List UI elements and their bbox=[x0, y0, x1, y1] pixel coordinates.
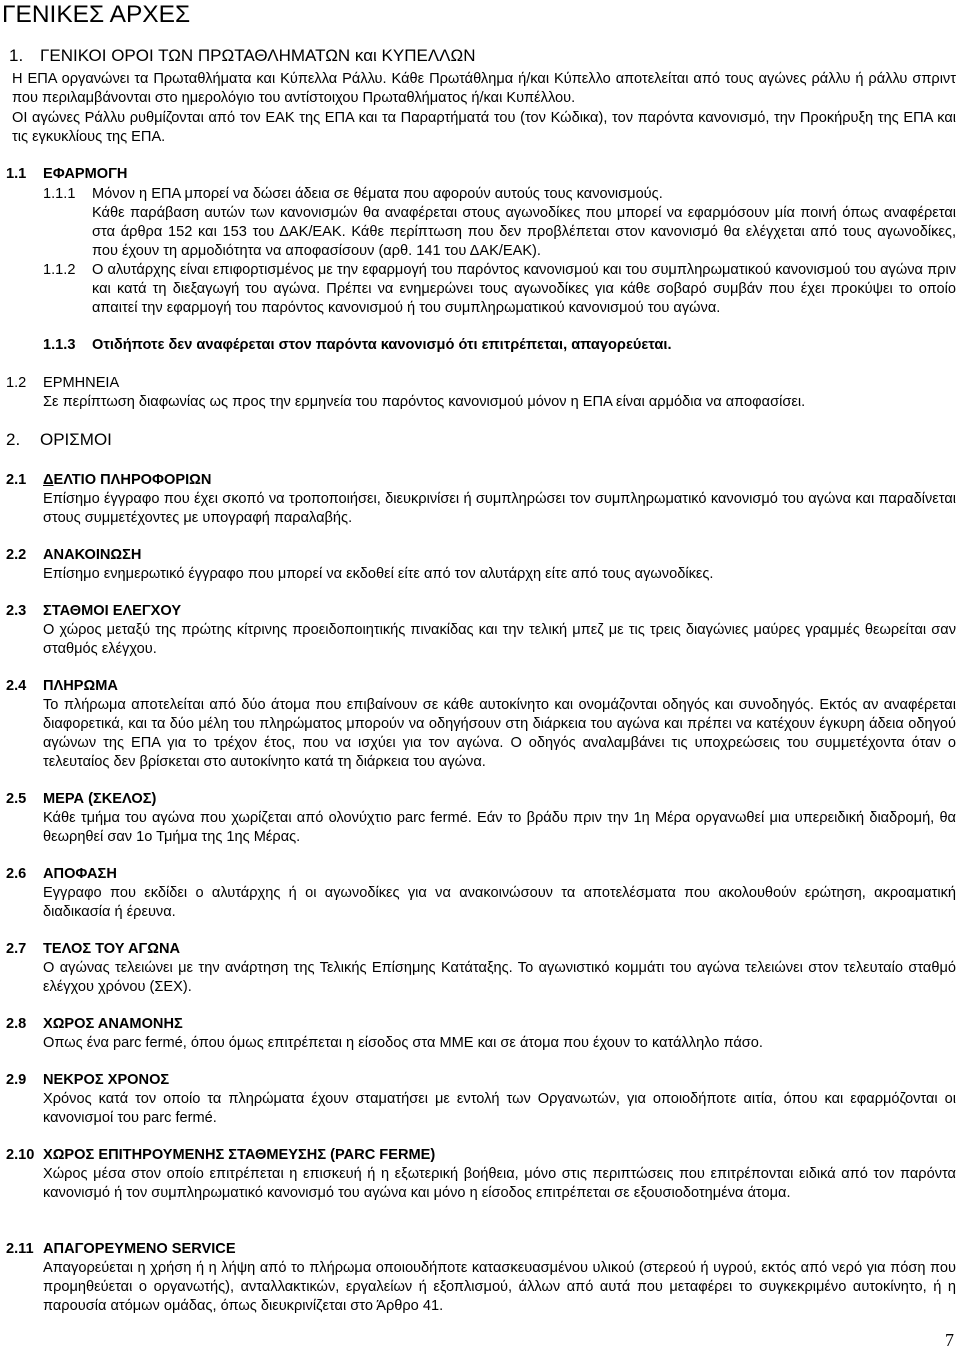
definition-number: 2.1 bbox=[6, 472, 27, 488]
definition-2-3-heading bbox=[6, 602, 181, 621]
definition-number: 2.8 bbox=[6, 1016, 27, 1032]
item-1-1-3 bbox=[43, 336, 956, 355]
definition-2-11-heading bbox=[6, 1240, 236, 1259]
item-text: Κάθε παράβαση αυτών των κανονισμών θα αναφέρεται στους αγωνοδίκες που μπορεί να εφαρμόσουν μία ποινή όπως αναφέρεται στα άρθρα 152 και 153 του ΔΑΚ/ΕΑΚ. Κάθε περίπτωση που δεν προβλέπεται στον κανονισμό θα ελέγχεται από τους αγωνοδίκες, που έχουν τη αρμοδιότητα να αποφασίσουν (αρθ. 141 του ΔΑΚ/ΕΑΚ). bbox=[92, 205, 956, 259]
definition-title: ΑΝΑΚΟΙΝΩΣΗ bbox=[43, 547, 142, 563]
subsection-number: 1.1 bbox=[6, 166, 27, 182]
definition-2-7-heading bbox=[6, 940, 180, 959]
section-number: 2. bbox=[6, 430, 21, 449]
definition-title: ΑΠΑΓΟΡΕΥΜΕΝΟ SERVICE bbox=[43, 1241, 236, 1257]
definition-number: 2.6 bbox=[6, 866, 27, 882]
item-text: Οτιδήποτε δεν αναφέρεται στον παρόντα κανονισμό ότι επιτρέπεται, απαγορεύεται. bbox=[92, 337, 672, 353]
section-title: ΓΕΝΙΚΟΙ ΟΡΟΙ ΤΩΝ ΠΡΩΤΑΘΛΗΜΑΤΩΝ και ΚΥΠΕΛΛΩΝ bbox=[40, 46, 476, 65]
section-1-paragraph-2: ΟΙ αγώνες Ράλλυ ρυθμίζονται από τον ΕΑΚ της ΕΠΑ και τα Παραρτήματά του (τον Κώδικα), τον παρόντα κανονισμό, την Προκήρυξη της ΕΠΑ και τις εγκυκλίους της ΕΠΑ. bbox=[12, 110, 956, 145]
definition-2-3-text: Ο χώρος μεταξύ της πρώτης κίτρινης προειδοποιητικής πινακίδας και την τελική μπεζ με τις τρεις διαγώνιες μαύρες γραμμές θεωρείται σαν σταθμός ελέγχου. bbox=[43, 622, 956, 657]
item-text: Ο αλυτάρχης είναι επιφορτισμένος με την εφαρμογή του παρόντος κανονισμού και του συμπληρωματικού κανονισμού του αγώνα πριν και κατά τη διεξαγωγή του αγώνα. Πρέπει να ενημερώνει τους αγωνοδίκες για κάθε σοβαρό συμβάν που έχει προκύψει το οποίο απαιτεί την εφαρμογή του παρόντος κανονισμού ή του συμπληρωματικού κανονισμού του αγώνα. bbox=[92, 262, 956, 316]
definition-title: ΧΩΡΟΣ ΕΠΙΤΗΡΟΥΜΕΝΗΣ ΣΤΑΘΜΕΥΣΗΣ (PARC FERME) bbox=[43, 1147, 436, 1163]
subsection-1-2-text: Σε περίπτωση διαφωνίας ως προς την ερμηνεία του παρόντος κανονισμού μόνον η ΕΠΑ είναι αρμόδια να αποφασίσει. bbox=[43, 394, 806, 410]
subsection-title: ΕΡΜΗΝΕΙΑ bbox=[43, 375, 120, 391]
subsection-title: ΕΦΑΡΜΟΓΗ bbox=[43, 166, 128, 182]
definition-number: 2.3 bbox=[6, 603, 27, 619]
subsection-1-2-heading bbox=[6, 374, 119, 393]
definition-2-6-text: Εγγραφο που εκδίδει ο αλυτάρχης ή οι αγωνοδίκες για να ανακοινώσουν τα αποτελέσματα που ακολουθούν ερώτηση, ακροαματική διαδικασία ή έρευνα. bbox=[43, 885, 956, 920]
definition-number: 2.5 bbox=[6, 791, 27, 807]
subsection-number: 1.2 bbox=[6, 375, 27, 391]
definition-2-5-text: Κάθε τμήμα του αγώνα που χωρίζεται από ολονύχτιο parc fermé. Εάν το βράδυ πριν την 1η Μέρα οργανωθεί μια υπερειδική διαδρομή, θα θεωρηθεί σαν 1ο Τμήμα της 1ης Μέρας. bbox=[43, 810, 956, 845]
definition-2-11-text: Απαγορεύεται η χρήση ή η λήψη από το πλήρωμα οποιουδήποτε κατασκευασμένου υλικού (στερεού ή υγρού, εκτός από νερό για πόση που προμηθεύεται ο οργανωτής), ανταλλακτικών, εργαλείων ή εξοπλισμού, άλλων από αυτά που μεταφέρει το συγκεκριμένο αυτοκίνητο, ή η παρουσία ατόμων ομάδας, όπως διευκρινίζεται στο Άρθρο 41. bbox=[43, 1260, 956, 1314]
definition-2-10-heading bbox=[6, 1146, 435, 1165]
definition-2-9-heading bbox=[6, 1071, 169, 1090]
section-number: 1. bbox=[9, 46, 24, 65]
page-number: 7 bbox=[945, 1330, 954, 1350]
definition-title: ΤΕΛΟΣ ΤΟΥ ΑΓΩΝΑ bbox=[43, 941, 181, 957]
item-text: Μόνον η ΕΠΑ μπορεί να δώσει άδεια σε θέματα που αφορούν αυτούς τους κανονισμούς. bbox=[92, 186, 663, 202]
definition-2-8-heading bbox=[6, 1015, 183, 1034]
definition-number: 2.11 bbox=[6, 1241, 34, 1257]
definition-2-1-text: Επίσημο έγγραφο που έχει σκοπό να τροποποιήσει, διευκρινίσει ή συμπληρώσει τον συμπληρωματικό κανονισμό του αγώνα και παραδίνεται στους συμμετέχοντες με υπογραφή παραλαβής. bbox=[43, 491, 956, 526]
section-1-heading bbox=[9, 46, 476, 66]
item-1-1-1-continued bbox=[43, 204, 956, 261]
definition-title: ΕΛΤΙΟ ΠΛΗΡΟΦΟΡΙΩΝ bbox=[53, 472, 212, 488]
section-title: ΟΡΙΣΜΟΙ bbox=[40, 430, 112, 449]
definition-title: ΣΤΑΘΜΟΙ ΕΛΕΓΧΟΥ bbox=[43, 603, 182, 619]
definition-2-2-text: Επίσημο ενημερωτικό έγγραφο που μπορεί να εκδοθεί είτε από τον αλυτάρχη είτε από τους αγωνοδίκες. bbox=[43, 566, 714, 582]
item-number: 1.1.3 bbox=[43, 337, 76, 353]
definition-title: ΝΕΚΡΟΣ ΧΡΟΝΟΣ bbox=[43, 1072, 170, 1088]
definition-number: 2.2 bbox=[6, 547, 27, 563]
section-2-heading bbox=[6, 430, 112, 450]
definition-title: ΜΕΡΑ (ΣΚΕΛΟΣ) bbox=[43, 791, 157, 807]
definition-2-8-text: Οπως ένα parc fermé, όπου όμως επιτρέπεται η είσοδος στα ΜΜΕ και σε άτομα που έχουν το κατάλληλο πάσο. bbox=[43, 1035, 763, 1051]
definition-number: 2.4 bbox=[6, 678, 27, 694]
section-1-paragraph-1: Η ΕΠΑ οργανώνει τα Πρωταθλήματα και Κύπελλα Ράλλυ. Κάθε Πρωτάθλημα ή/και Κύπελλο αποτελείται από τους αγώνες ράλλυ ή ράλλυ σπριντ που περιλαμβάνονται στο ημερολόγιο του αντίστοιχου Πρωταθλήματος ή/και Κυπέλλου. bbox=[12, 71, 956, 106]
definition-2-9-text: Χρόνος κατά τον οποίο τα πληρώματα έχουν σταματήσει με εντολή των Οργανωτών, για οποιοδήποτε αιτία, όπου και εφαρμόζονται οι κανονισμοί του parc fermé. bbox=[43, 1091, 956, 1126]
subsection-1-1-heading bbox=[6, 165, 127, 184]
definition-2-10-text: Χώρος μέσα στον οποίο επιτρέπεται η επισκευή ή η εξωτερική βοήθεια, μόνο στις περιπτώσεις που επιτρέπονται ειδικά από τον παρόντα κανονισμό ή τον συμπληρωματικό κανονισμό του αγώνα και μόνο η είσοδος επιτρέπεται σε εξουσιοδοτημένα άτομα. bbox=[43, 1166, 956, 1201]
item-1-1-1 bbox=[43, 185, 956, 204]
definition-2-4-heading bbox=[6, 677, 118, 696]
item-1-1-2 bbox=[43, 261, 956, 318]
definition-2-1-heading bbox=[6, 471, 211, 490]
definition-2-6-heading bbox=[6, 865, 117, 884]
definition-2-7-text: Ο αγώνας τελειώνει με την ανάρτηση της Τελικής Επίσημης Κατάταξης. Το αγωνιστικό κομμάτι του αγώνα τελειώνει στον τελευταίο σταθμό ελέγχου χρόνου (ΣΕΧ). bbox=[43, 960, 956, 995]
definition-title: ΠΛΗΡΩΜΑ bbox=[43, 678, 118, 694]
definition-title-initial: Δ bbox=[43, 472, 54, 488]
item-number: 1.1.1 bbox=[43, 186, 76, 202]
definition-number: 2.10 bbox=[6, 1147, 35, 1163]
definition-2-2-heading bbox=[6, 546, 141, 565]
page-title: ΓΕΝΙΚΕΣ ΑΡΧΕΣ bbox=[2, 1, 191, 28]
definition-2-5-heading bbox=[6, 790, 156, 809]
definition-2-4-text: Το πλήρωμα αποτελείται από δύο άτομα που επιβαίνουν σε κάθε αυτοκίνητο και ονομάζονται οδηγός και συνοδηγός. Εκτός αν αναφέρεται διαφορετικά, και τα δύο μέλη του πληρώματος μπορούν να οδηγήσουν στη διάρκεια του αγώνα και πρέπει να κατέχουν έγκυρη άδεια οδηγού αγώνων της ΕΠΑ για το τρέχον έτος, που να ισχύει για τον αγώνα. Ο οδηγός αναλαμβάνει τις υποχρεώσεις του συμμετέχοντα όταν ο τελευταίος δεν βρίσκεται στο αυτοκίνητο κατά τη διάρκεια του αγώνα. bbox=[43, 697, 956, 770]
definition-number: 2.9 bbox=[6, 1072, 27, 1088]
definition-number: 2.7 bbox=[6, 941, 27, 957]
definition-title: ΧΩΡΟΣ ΑΝΑΜΟΝΗΣ bbox=[43, 1016, 183, 1032]
item-number: 1.1.2 bbox=[43, 262, 76, 278]
definition-title: ΑΠΟΦΑΣΗ bbox=[43, 866, 117, 882]
